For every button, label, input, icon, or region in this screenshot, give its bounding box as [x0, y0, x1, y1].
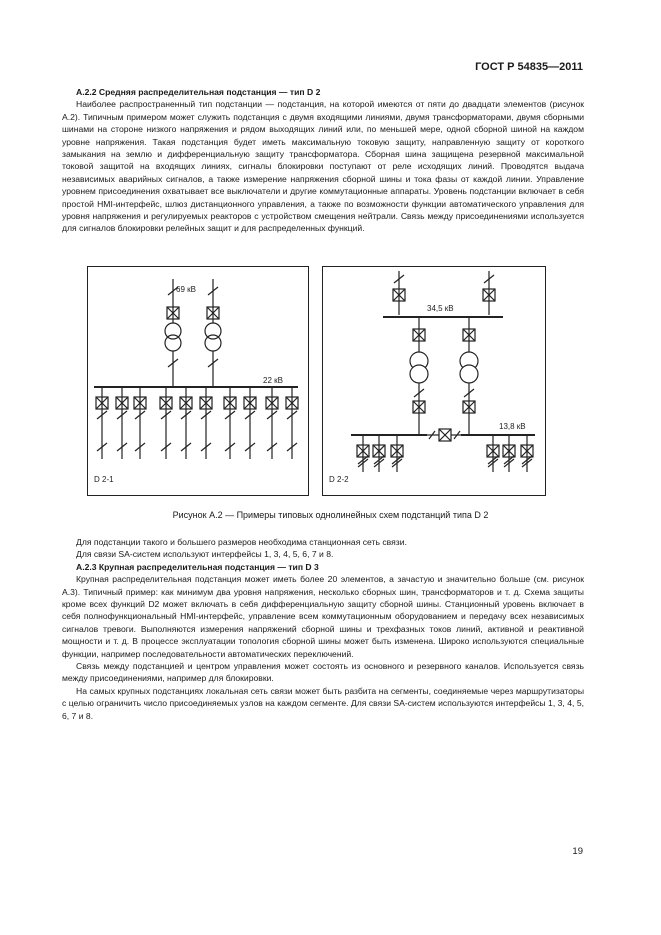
feeder-bay: [391, 435, 403, 472]
diagram-label-d2-1: D 2-1: [94, 475, 114, 484]
after-figure-text: [62, 536, 584, 722]
feeder-bay: [96, 387, 108, 459]
feeder-bay: [286, 387, 298, 459]
feeder-bay: [160, 387, 172, 459]
figure-caption: Рисунок А.2 — Примеры типовых однолинейных схем подстанций типа D 2: [172, 510, 489, 520]
section-a23-paragraph-1: Крупная распределительная подстанция может иметь более 20 элементов, а зачастую и значительно больше (см. рисунок А.3). Типичный пример: как минимум два уровня напряжения, несколько сборных шин, трансформаторов и т. д. Схема защиты кроме всех функций D2 может включать в себя дифференциальную защиту сборной шины. Станционный уровень включает в себя полнофункциональный HMI-интерфейс, управление всем коммутационным оборудованием и передачу всех независимых сигналов тревоги. Выполняются измерения напряжений сборной шины и трехфазных токов линий, активной и реактивной мощности и т. д. В процессе эксплуатации топология сборной шины может быть изменена. Широко используются специальные функции, например последовательности автоматических переключений.: [62, 574, 584, 659]
voltage-34-5kv: 34,5 кВ: [427, 304, 454, 313]
section-a22-heading: A.2.2 Средняя распределительная подстанция — тип D 2: [76, 87, 321, 97]
interfaces-note: Для связи SA-систем используют интерфейсы 1, 3, 4, 5, 6, 7 и 8.: [76, 549, 334, 560]
voltage-13-8kv: 13,8 кВ: [499, 422, 526, 431]
voltage-69kv: 69 кВ: [176, 285, 196, 294]
feeder-bay: [116, 387, 128, 459]
diagram-d2-1: [87, 266, 309, 496]
feeder-bay: [357, 435, 369, 472]
voltage-22kv: 22 кВ: [263, 376, 283, 385]
feeder-bay: [134, 387, 146, 459]
feeder-bay: [266, 387, 278, 459]
feeder-bay: [503, 435, 515, 472]
feeder-bay: [521, 435, 533, 472]
standard-number: ГОСТ Р 54835—2011: [475, 61, 583, 73]
section-a22: [62, 86, 584, 235]
station-network-note: Для подстанции такого и большего размеров необходима станционная сеть связи.: [76, 537, 407, 547]
page-number: 19: [572, 846, 583, 857]
section-a23-heading: A.2.3 Крупная распределительная подстанция — тип D 3: [76, 561, 319, 572]
section-a23-paragraph-3: На самых крупных подстанциях локальная сеть связи может быть разбита на сегменты, соединяемые через маршрутизаторы с целью ограничить число присоединяемых узлов на каждом сегменте. Для связи SA-систем используются интерфейсы 1, 3, 4, 5, 6, 7 и 8.: [62, 685, 584, 721]
diagram-label-d2-2: D 2-2: [329, 475, 349, 484]
diagram-d2-2: [322, 266, 546, 496]
feeder-bay: [200, 387, 212, 459]
section-a23-paragraph-2: Связь между подстанцией и центром управления может состоять из основного и резервного каналов. Используется связь между присоединениями, например для блокировки.: [62, 661, 584, 684]
feeder-bay: [224, 387, 236, 459]
section-a22-paragraph: Наиболее распространенный тип подстанции — подстанция, на которой имеются от пяти до двадцати элементов (рисунок А.2). Типичным примером может служить подстанция с двумя входящими линиями, двумя трансформаторами, двумя сборными шинами на стороне низкого напряжения и рядом выходящих линий или, по меньшей мере, одной сборной шиной на каждом уровне напряжения. Такая подстанция будет иметь максимальную токовую защиту, направленную защиту от короткого замыкания на землю и дифференциальную защиту трансформатора. Сборная шина защищена резервной максимальной токовой защитой на входящих линиях, сигналы блокировки поступают от реле исходящих линий. Проводятся выдача независимых аварийных сигналов, а также измерение напряжения сборной шины и тока фазы от каждой линии. Управление уровнем присоединения охватывает все выключатели и другие коммутационные аппараты. Уровень подстанции включает в себя простой HMI-интерфейс, шлюз дистанционного управления, а также по возможности функции автоматического управления для уровня напряжения и регулируемых реакторов с устройством смещения нейтрали. Связь между присоединениями используется для сигналов блокировки релейных защит и для распределенных функций.: [62, 99, 584, 234]
feeder-bay: [180, 387, 192, 459]
feeder-bay: [244, 387, 256, 459]
feeder-bay: [487, 435, 499, 472]
feeder-bay: [373, 435, 385, 472]
